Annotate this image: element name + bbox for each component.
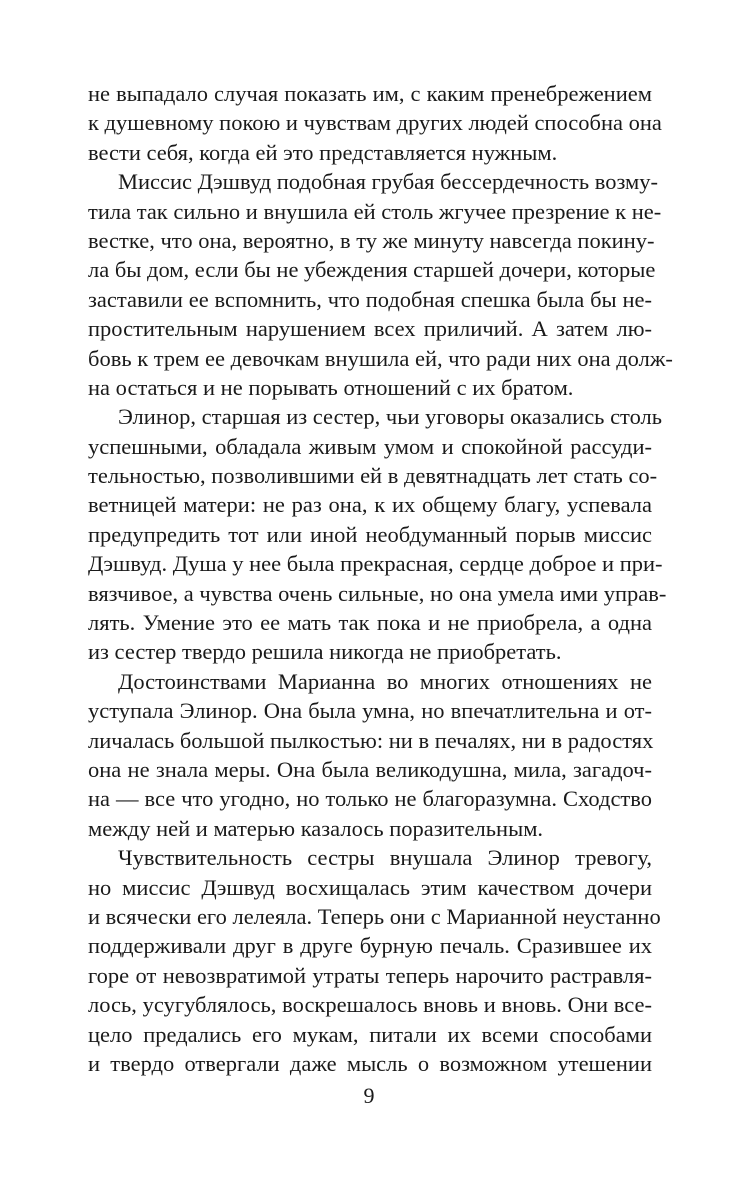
text-line: между ней и матерью казалось поразительным. xyxy=(88,815,544,841)
text-line: и всячески его лелеяла. Теперь они с Марианной неустанно xyxy=(88,903,661,929)
text-line: вестке, что она, вероятно, в ту же минуту навсегда покину- xyxy=(88,227,655,253)
text-line: Чувствительность сестры внушала Элинор тревогу, xyxy=(118,845,652,871)
text-line: и твердо отвергали даже мысль о возможном утешении xyxy=(88,1050,652,1076)
text-line: но миссис Дэшвуд восхищалась этим качеством дочери xyxy=(88,874,652,900)
text-line: уступала Элинор. Она была умна, но впечатлительна и от- xyxy=(88,698,652,724)
text-line: она не знала меры. Она была великодушна, мила, загадоч- xyxy=(88,756,652,782)
text-line: лять. Умение это ее мать так пока и не приобрела, а одна xyxy=(88,610,652,636)
text-line: заставили ее вспомнить, что подобная спешка была бы не- xyxy=(88,286,652,312)
text-line: ветницей матери: не раз она, к их общему благу, успевала xyxy=(88,492,652,518)
text-line: успешными, обладала живым умом и спокойной рассуди- xyxy=(88,433,652,459)
text-line: ла бы дом, если бы не убеждения старшей дочери, которые xyxy=(88,257,656,283)
text-line: из сестер твердо решила никогда не приобретать. xyxy=(88,639,562,665)
text-line: цело предались его мукам, питали их всеми способами xyxy=(88,1021,652,1047)
text-line: на остаться и не порывать отношений с их братом. xyxy=(88,374,574,400)
text-line: вязчивое, а чувства очень сильные, но она умела ими управ- xyxy=(88,580,667,606)
text-line: лось, усугублялось, воскрешалось вновь и вновь. Они все- xyxy=(88,992,652,1018)
text-line: Миссис Дэшвуд подобная грубая бессердечность возму- xyxy=(118,169,658,195)
text-line: горе от невозвратимой утраты теперь нарочито растравля- xyxy=(88,962,652,988)
text-line: тельностью, позволившими ей в девятнадцать лет стать со- xyxy=(88,463,658,489)
text-line: личалась большой пылкостью: ни в печалях, ни в радостях xyxy=(88,727,654,753)
text-line: предупредить тот или иной необдуманный порыв миссис xyxy=(88,521,652,547)
text-line: вести себя, когда ей это представляется нужным. xyxy=(88,139,558,165)
text-line: Достоинствами Марианна во многих отношениях не xyxy=(118,668,652,694)
page-number: 9 xyxy=(363,1083,375,1108)
text-line: простительным нарушением всех приличий. А затем лю- xyxy=(88,316,652,342)
text-line: не выпадало случая показать им, с каким пренебрежением xyxy=(88,81,652,106)
text-line: Элинор, старшая из сестер, чьи уговоры оказались столь xyxy=(118,404,663,430)
page-text xyxy=(88,79,673,1078)
text-line: Дэшвуд. Душа у нее была прекрасная, сердце доброе и при- xyxy=(88,551,663,577)
text-line: поддерживали друг в друге бурную печаль. Сразившее их xyxy=(88,933,652,959)
text-line: тила так сильно и внушила ей столь жгучее презрение к не- xyxy=(88,198,662,224)
text-line: на — все что угодно, но только не благоразумна. Сходство xyxy=(88,786,652,812)
text-line: бовь к трем ее девочкам внушила ей, что ради них она долж- xyxy=(88,345,673,371)
text-line: к душевному покою и чувствам других людей способна она xyxy=(88,110,662,136)
